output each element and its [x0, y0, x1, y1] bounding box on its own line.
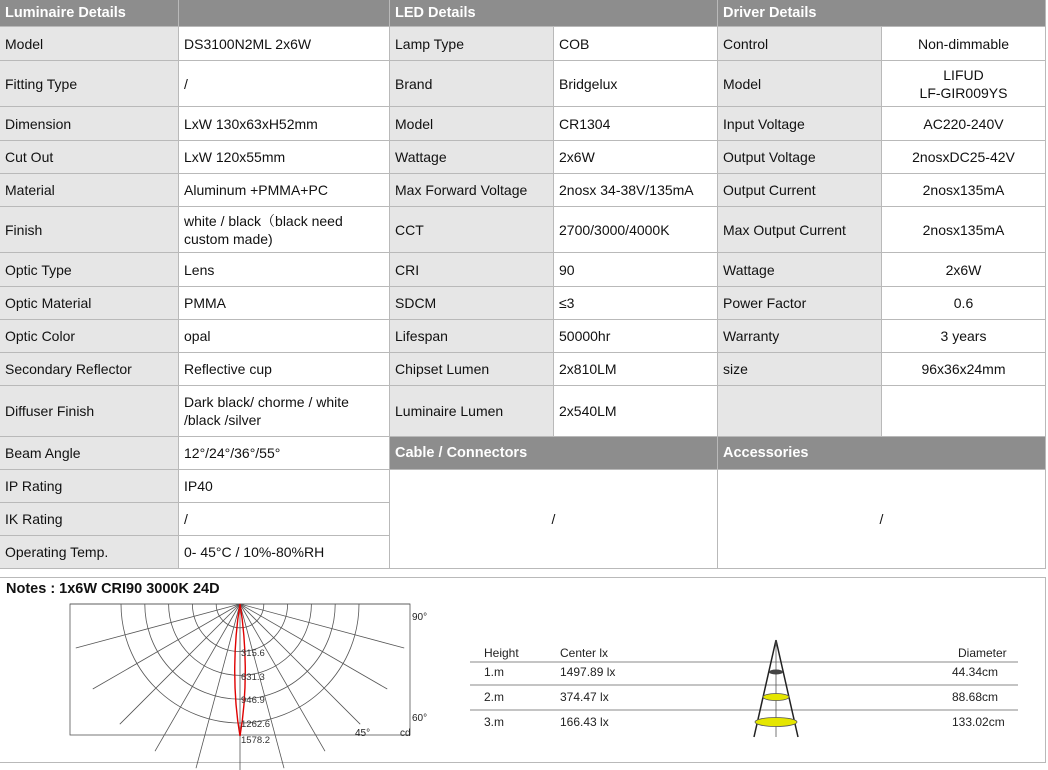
ring-label: 1578.2: [241, 735, 271, 746]
beam-row-center: 374.47 lx: [560, 690, 609, 704]
polar-spoke: [196, 604, 240, 768]
driver-label-row: Output Current: [718, 174, 882, 207]
angle-label-90: 90°: [412, 612, 428, 623]
luminaire-value-dimension: LxW 130x63xH52mm: [179, 107, 390, 141]
luminaire-value-model: DS3100N2ML 2x6W: [179, 27, 390, 61]
led-label-row: Luminaire Lumen: [390, 386, 554, 437]
accessories-value: /: [718, 470, 1046, 569]
beam-row-height: 3.m: [484, 715, 505, 729]
led-label-row: Max Forward Voltage: [390, 174, 554, 207]
led-label-row: Lamp Type: [390, 27, 554, 61]
polar-spoke: [240, 604, 360, 724]
beam-header-diameter: Diameter: [958, 646, 1007, 660]
driver-value-row: 2nosx135mA: [882, 207, 1046, 253]
driver-value-row: 0.6: [882, 287, 1046, 320]
driver-label-row: Max Output Current: [718, 207, 882, 253]
driver-value-row: 3 years: [882, 320, 1046, 353]
header-driver-details: Driver Details: [718, 0, 1046, 27]
led-label-row: Wattage: [390, 141, 554, 174]
led-label-row: Model: [390, 107, 554, 141]
ring-label: 946.9: [241, 695, 265, 706]
led-label-row: Brand: [390, 61, 554, 107]
luminaire-label-optic-color: Optic Color: [0, 320, 179, 353]
beam-row-diameter: 88.68cm: [952, 690, 999, 704]
header-cable-connectors: Cable / Connectors: [390, 437, 718, 470]
luminaire-value-diffuser-finish: Dark black/ chorme / white /black /silver: [179, 386, 390, 437]
led-label-row: SDCM: [390, 287, 554, 320]
driver-value-row: AC220-240V: [882, 107, 1046, 141]
beam-row-height: 1.m: [484, 665, 505, 679]
luminaire-label-ip-rating: IP Rating: [0, 470, 179, 503]
driver-value-row: 2x6W: [882, 253, 1046, 287]
luminaire-value-cut-out: LxW 120x55mm: [179, 141, 390, 174]
ring-label: 1262.6: [241, 719, 271, 730]
driver-label-row: Warranty: [718, 320, 882, 353]
header-luminaire-details: Luminaire Details: [0, 0, 179, 27]
driver-model-brand: LIFUD: [943, 66, 984, 83]
ring-label: 631.3: [241, 672, 265, 683]
polar-spoke: [240, 604, 404, 648]
led-value-row: 2nosx 34-38V/135mA: [554, 174, 718, 207]
beam-diameter-table: [470, 633, 1030, 753]
beam-row-center: 166.43 lx: [560, 715, 609, 729]
led-value-row: COB: [554, 27, 718, 61]
beam-row-diameter: 44.34cm: [952, 665, 999, 679]
luminaire-label-secondary-reflector: Secondary Reflector: [0, 353, 179, 386]
driver-value-row: Non-dimmable: [882, 27, 1046, 61]
driver-label-row: Output Voltage: [718, 141, 882, 174]
driver-label-row: size: [718, 353, 882, 386]
beam-cone-icon: [754, 640, 798, 737]
header-accessories: Accessories: [718, 437, 1046, 470]
driver-value-model: [882, 61, 1046, 107]
led-value-row: 2x6W: [554, 141, 718, 174]
led-label-row: CCT: [390, 207, 554, 253]
luminaire-label-optic-material: Optic Material: [0, 287, 179, 320]
beam-row-height: 2.m: [484, 690, 505, 704]
driver-label-row: Wattage: [718, 253, 882, 287]
luminaire-label-cut-out: Cut Out: [0, 141, 179, 174]
led-value-row: 2x540LM: [554, 386, 718, 437]
led-value-row: ≤3: [554, 287, 718, 320]
luminaire-label-dimension: Dimension: [0, 107, 179, 141]
notes-title: Notes : 1x6W CRI90 3000K 24D: [6, 581, 220, 597]
luminaire-label-optic-type: Optic Type: [0, 253, 179, 287]
luminaire-label-operating-temp: Operating Temp.: [0, 536, 179, 569]
luminaire-value-fitting-type: /: [179, 61, 390, 107]
beam-header-center: Center lx: [560, 646, 609, 660]
header-led-details: LED Details: [390, 0, 718, 27]
cable-connectors-value: /: [390, 470, 718, 569]
luminaire-label-ik-rating: IK Rating: [0, 503, 179, 536]
led-value-row: 2x810LM: [554, 353, 718, 386]
angle-label-45: 45°: [355, 728, 371, 739]
driver-label-row: Input Voltage: [718, 107, 882, 141]
polar-spoke: [120, 604, 240, 724]
luminaire-label-model: Model: [0, 27, 179, 61]
luminaire-label-diffuser-finish: Diffuser Finish: [0, 386, 179, 437]
polar-spoke: [76, 604, 240, 648]
led-label-row: CRI: [390, 253, 554, 287]
luminaire-value-optic-type: Lens: [179, 253, 390, 287]
driver-value-row: 2nosxDC25-42V: [882, 141, 1046, 174]
header-blank: [179, 0, 390, 27]
led-value-row: 90: [554, 253, 718, 287]
luminaire-label-beam-angle: Beam Angle: [0, 437, 179, 470]
luminaire-value-finish: white / black（black need custom made): [179, 207, 390, 253]
beam-row-diameter: 133.02cm: [952, 715, 1005, 729]
luminaire-value-operating-temp: 0- 45°C / 10%-80%RH: [179, 536, 390, 569]
beam-header-height: Height: [484, 646, 519, 660]
luminaire-value-ik-rating: /: [179, 503, 390, 536]
led-value-row: 2700/3000/4000K: [554, 207, 718, 253]
luminaire-label-finish: Finish: [0, 207, 179, 253]
led-label-row: Lifespan: [390, 320, 554, 353]
luminaire-value-ip-rating: IP40: [179, 470, 390, 503]
ring-label: 315.6: [241, 648, 265, 659]
unit-label-cd: cd: [400, 728, 411, 739]
luminaire-value-material: Aluminum +PMMA+PC: [179, 174, 390, 207]
driver-label-row: Control: [718, 27, 882, 61]
led-label-row: Chipset Lumen: [390, 353, 554, 386]
driver-label-row: Model: [718, 61, 882, 107]
luminaire-value-optic-material: PMMA: [179, 287, 390, 320]
luminaire-value-secondary-reflector: Reflective cup: [179, 353, 390, 386]
notes-section: [0, 577, 1046, 763]
angle-label-60: 60°: [412, 713, 428, 724]
polar-light-distribution-chart: [60, 600, 500, 770]
led-value-row: 50000hr: [554, 320, 718, 353]
led-value-row: CR1304: [554, 107, 718, 141]
luminaire-value-optic-color: opal: [179, 320, 390, 353]
luminaire-label-fitting-type: Fitting Type: [0, 61, 179, 107]
beam-row-center: 1497.89 lx: [560, 665, 616, 679]
led-value-row: Bridgelux: [554, 61, 718, 107]
luminaire-label-material: Material: [0, 174, 179, 207]
luminaire-value-beam-angle: 12°/24°/36°/55°: [179, 437, 390, 470]
driver-value-row: 96x36x24mm: [882, 353, 1046, 386]
driver-label-row: [718, 386, 882, 437]
driver-value-row: 2nosx135mA: [882, 174, 1046, 207]
driver-label-row: Power Factor: [718, 287, 882, 320]
driver-value-row: [882, 386, 1046, 437]
driver-model-number: LF-GIR009YS: [919, 84, 1008, 101]
